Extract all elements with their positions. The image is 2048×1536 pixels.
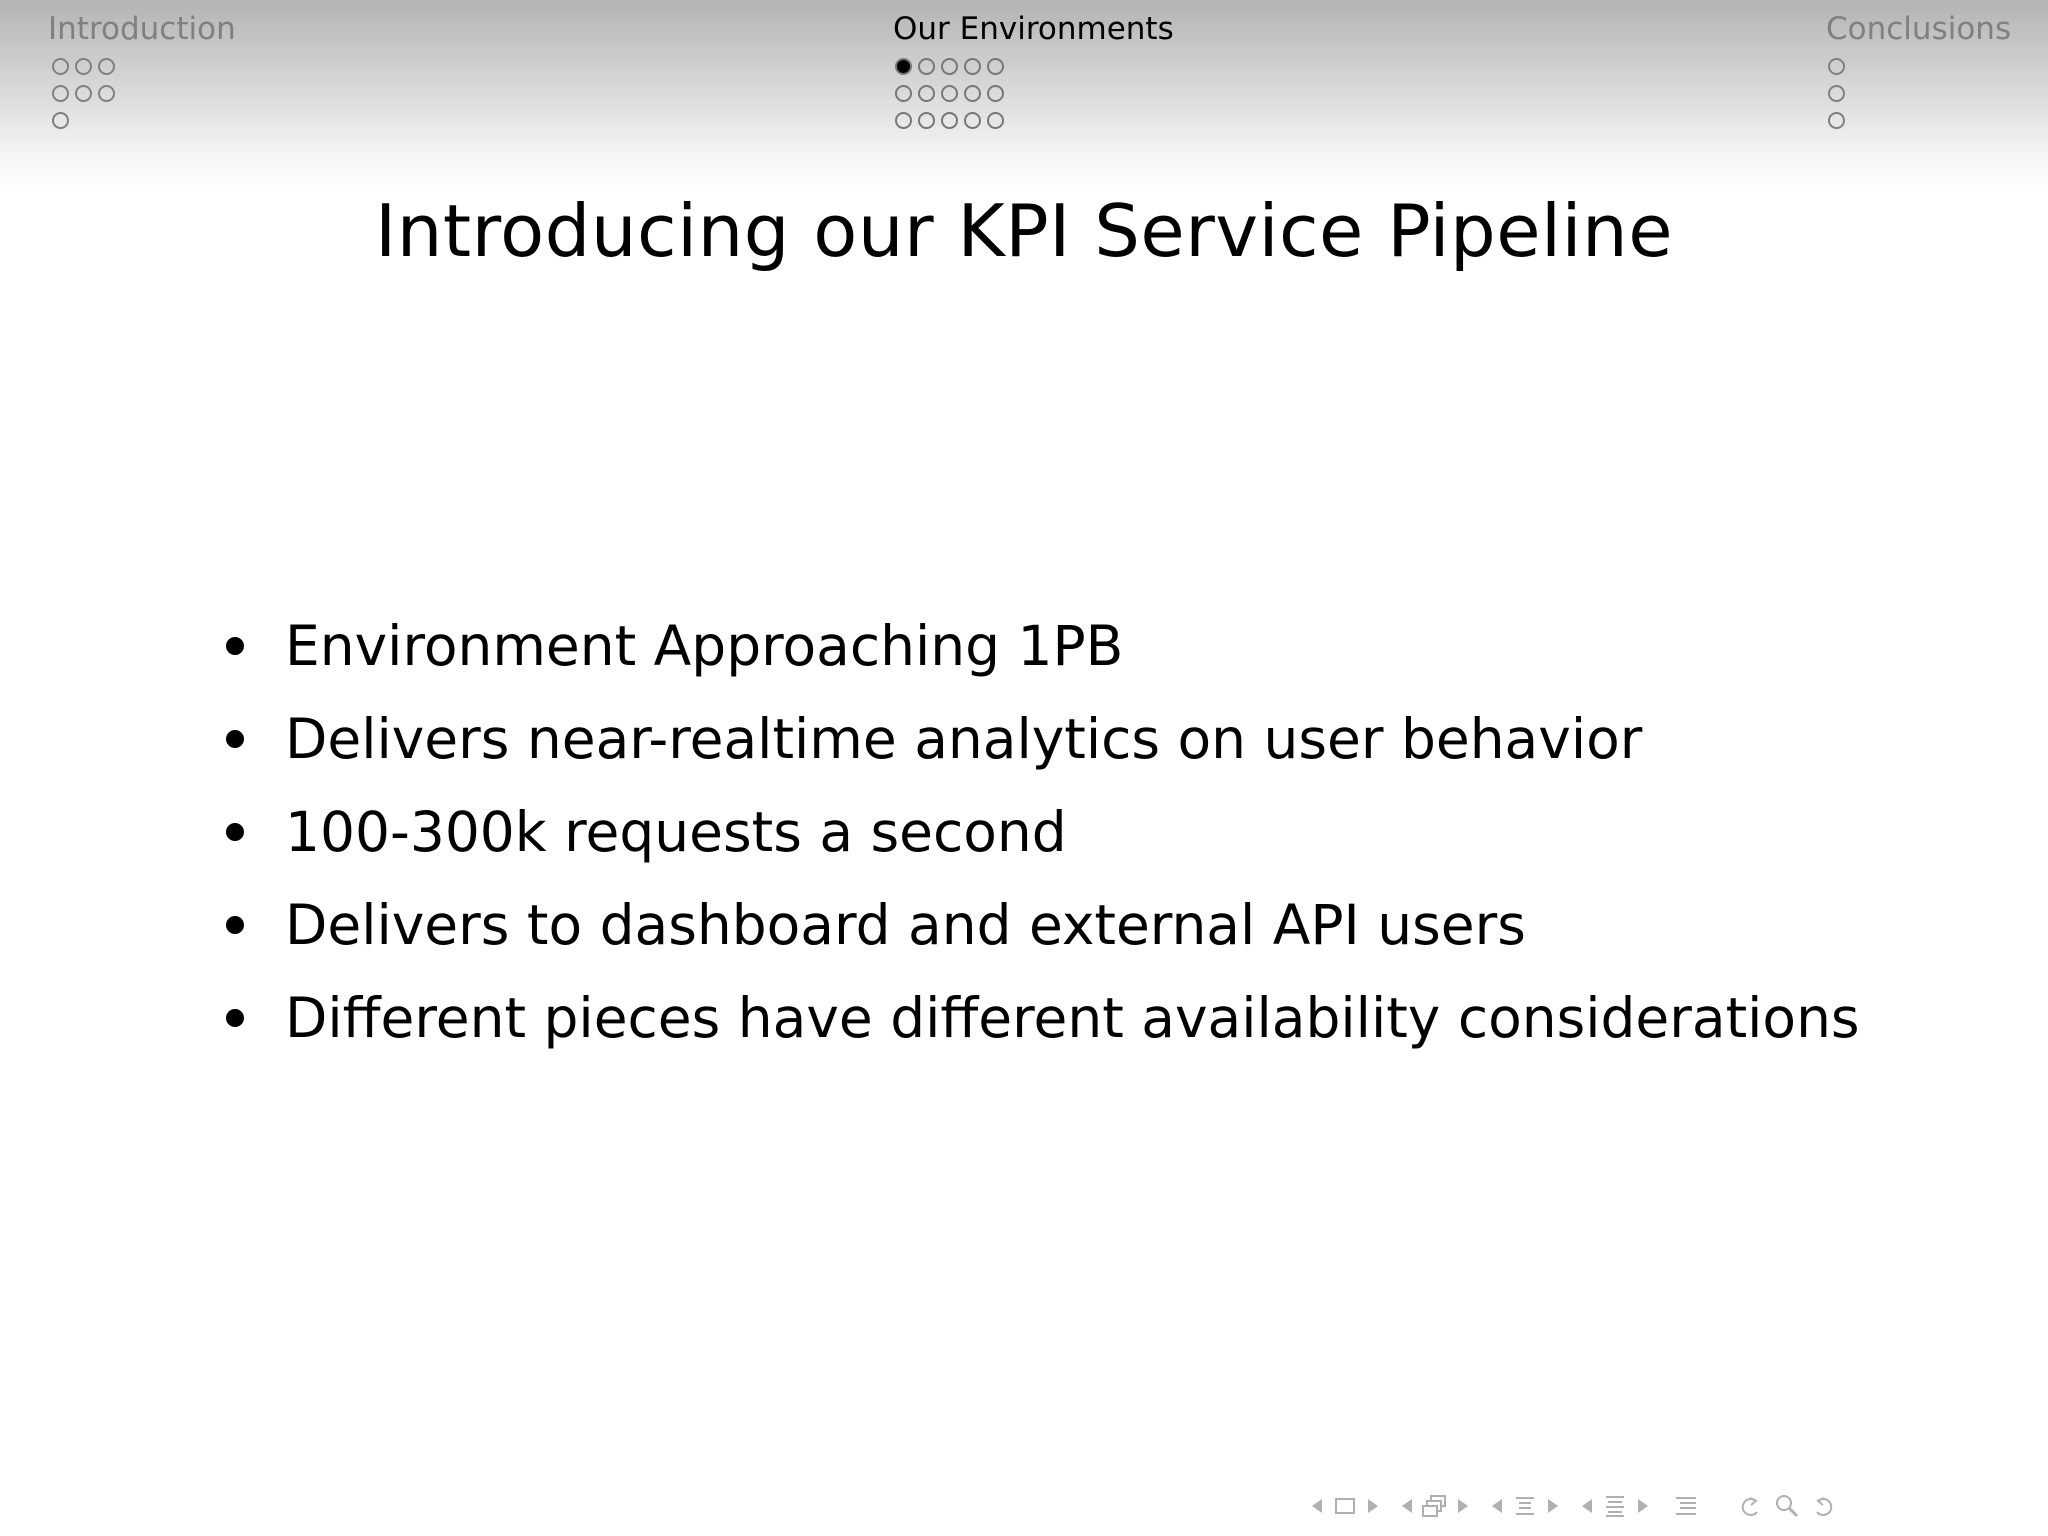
section-navigation bbox=[1492, 1492, 1558, 1520]
slide-dot[interactable] bbox=[1828, 112, 1845, 129]
subsection-icon[interactable] bbox=[1421, 1492, 1449, 1520]
slide-dot[interactable] bbox=[52, 112, 69, 129]
nav-section-conclusions[interactable] bbox=[1826, 0, 2016, 150]
prev-arrow-icon[interactable] bbox=[1492, 1499, 1502, 1513]
bullet-text: Delivers to dashboard and external API users bbox=[285, 893, 1526, 957]
bullet-item bbox=[222, 788, 1872, 881]
next-arrow-icon[interactable] bbox=[1368, 1499, 1378, 1513]
slide-dot[interactable] bbox=[1828, 85, 1845, 102]
bullet-item bbox=[222, 974, 1872, 1067]
current-slide-dot[interactable] bbox=[895, 58, 912, 75]
slide-dot[interactable] bbox=[964, 112, 981, 129]
slide-dot[interactable] bbox=[918, 58, 935, 75]
slide-dot[interactable] bbox=[987, 112, 1004, 129]
slide-dot[interactable] bbox=[941, 85, 958, 102]
slide-dot[interactable] bbox=[987, 58, 1004, 75]
bullet-icon bbox=[226, 637, 244, 655]
bullet-item bbox=[222, 695, 1872, 788]
slide-dot[interactable] bbox=[895, 85, 912, 102]
beamer-navigation-controls bbox=[1312, 1489, 2032, 1523]
slide-dot[interactable] bbox=[964, 58, 981, 75]
search-icon[interactable] bbox=[1773, 1492, 1801, 1520]
nav-dot-row bbox=[895, 83, 1004, 103]
slide-dot[interactable] bbox=[895, 112, 912, 129]
slide-dot[interactable] bbox=[1828, 58, 1845, 75]
slide-dot[interactable] bbox=[987, 85, 1004, 102]
forward-icon[interactable] bbox=[1810, 1492, 1838, 1520]
section-icon[interactable] bbox=[1511, 1492, 1539, 1520]
nav-dot-row bbox=[1828, 110, 1845, 130]
next-arrow-icon[interactable] bbox=[1638, 1499, 1648, 1513]
toc-icon[interactable] bbox=[1672, 1492, 1700, 1520]
slide-dot[interactable] bbox=[918, 112, 935, 129]
nav-section-label[interactable]: Our Environments bbox=[893, 11, 1174, 47]
history-search-controls bbox=[1736, 1492, 1838, 1520]
slide-dot[interactable] bbox=[52, 85, 69, 102]
nav-dot-row bbox=[895, 110, 1004, 130]
slide-dot[interactable] bbox=[918, 85, 935, 102]
slide-dot[interactable] bbox=[941, 58, 958, 75]
prev-arrow-icon[interactable] bbox=[1402, 1499, 1412, 1513]
nav-dot-row bbox=[1828, 83, 1845, 103]
slide-dot[interactable] bbox=[941, 112, 958, 129]
bullet-icon bbox=[226, 1009, 244, 1027]
document-navigation bbox=[1582, 1492, 1648, 1520]
document-icon[interactable] bbox=[1601, 1492, 1629, 1520]
bullet-icon bbox=[226, 916, 244, 934]
slide-dot[interactable] bbox=[75, 58, 92, 75]
slide-dot[interactable] bbox=[98, 58, 115, 75]
frame-icon[interactable] bbox=[1331, 1492, 1359, 1520]
table-of-contents-navigation bbox=[1672, 1492, 1700, 1520]
nav-section-introduction[interactable] bbox=[48, 0, 328, 150]
nav-section-label[interactable]: Introduction bbox=[48, 11, 236, 47]
bullet-text: 100-300k requests a second bbox=[285, 800, 1067, 864]
slide-title: Introducing our KPI Service Pipeline bbox=[374, 189, 1673, 273]
navigation-header bbox=[0, 0, 2048, 190]
slide-dot[interactable] bbox=[964, 85, 981, 102]
slide-dot[interactable] bbox=[52, 58, 69, 75]
next-arrow-icon[interactable] bbox=[1458, 1499, 1468, 1513]
bullet-text: Environment Approaching 1PB bbox=[285, 614, 1124, 678]
prev-arrow-icon[interactable] bbox=[1582, 1499, 1592, 1513]
subsection-navigation bbox=[1402, 1492, 1468, 1520]
bullet-icon bbox=[226, 823, 244, 841]
nav-dot-row bbox=[52, 56, 115, 76]
frame-navigation bbox=[1312, 1492, 1378, 1520]
prev-arrow-icon[interactable] bbox=[1312, 1499, 1322, 1513]
bullet-text: Delivers near-realtime analytics on user behavior bbox=[285, 707, 1643, 771]
nav-dot-row bbox=[52, 110, 69, 130]
bullet-icon bbox=[226, 730, 244, 748]
bullet-item bbox=[222, 881, 1872, 974]
bullet-item bbox=[222, 602, 1872, 695]
nav-section-label[interactable]: Conclusions bbox=[1826, 11, 2012, 47]
back-icon[interactable] bbox=[1736, 1492, 1764, 1520]
slide-dot[interactable] bbox=[98, 85, 115, 102]
bullet-list bbox=[222, 602, 1872, 1067]
nav-dot-row bbox=[52, 83, 115, 103]
nav-section-our-environments[interactable] bbox=[893, 0, 1213, 150]
nav-dot-row bbox=[1828, 56, 1845, 76]
nav-dot-row bbox=[895, 56, 1004, 76]
bullet-text: Different pieces have different availability considerations bbox=[285, 986, 1860, 1050]
next-arrow-icon[interactable] bbox=[1548, 1499, 1558, 1513]
slide-dot[interactable] bbox=[75, 85, 92, 102]
